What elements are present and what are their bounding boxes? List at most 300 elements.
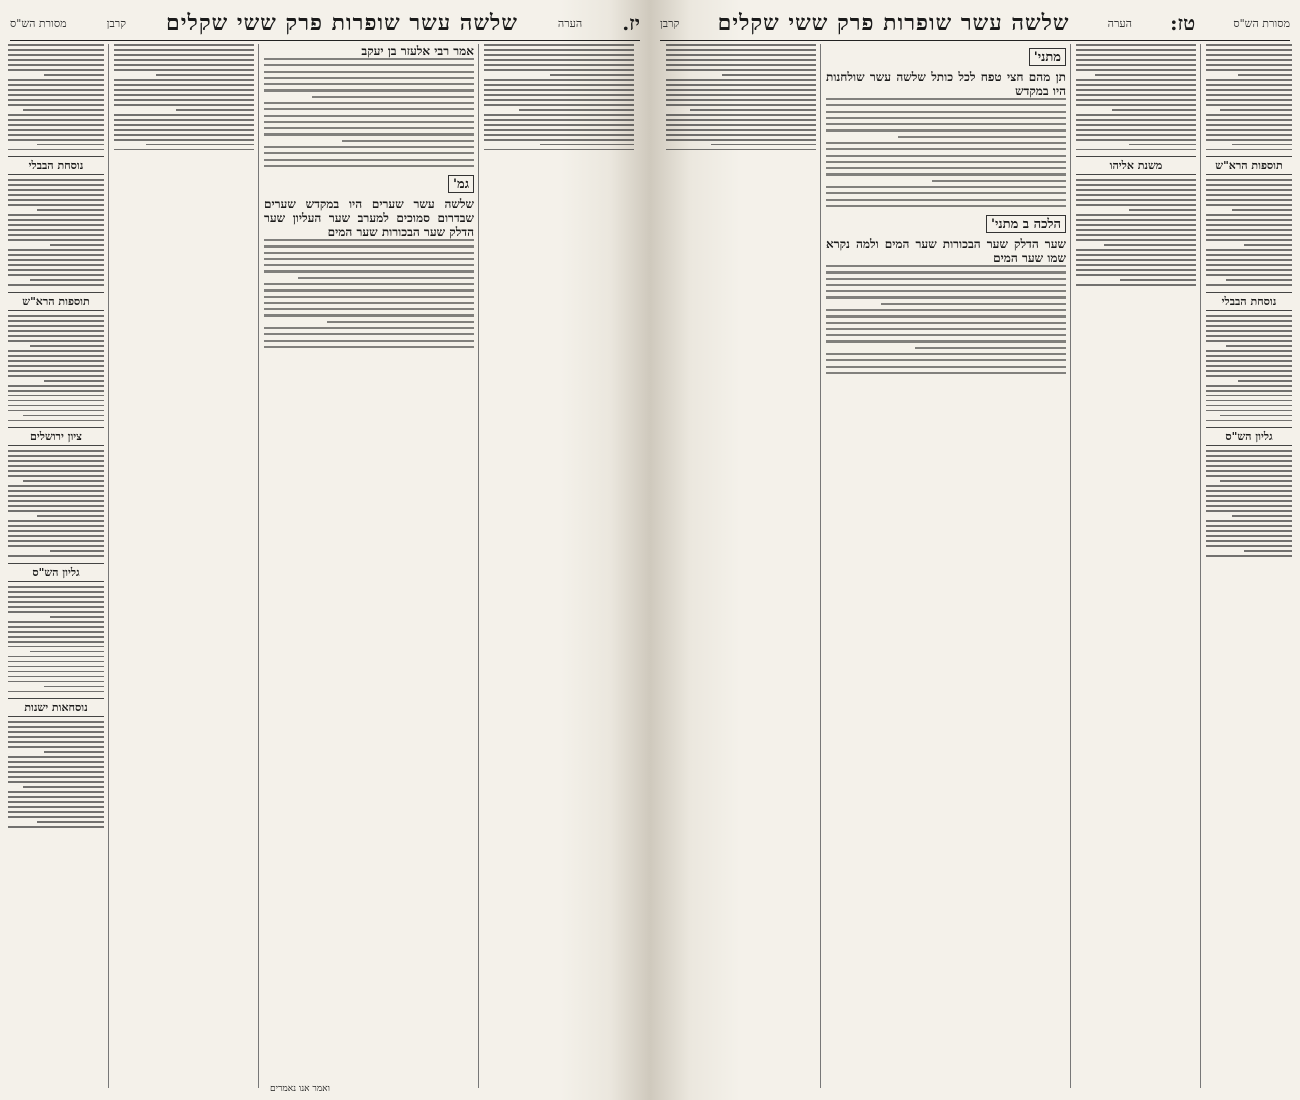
text-line [826, 142, 1066, 144]
text-line [8, 596, 104, 598]
text-line [8, 234, 104, 236]
text-line [826, 328, 1066, 330]
text-line [8, 370, 104, 372]
text-line [484, 59, 634, 61]
text-line [37, 821, 104, 823]
text-line [8, 410, 104, 412]
text-line [666, 119, 816, 121]
text-line [8, 315, 104, 317]
text-line [8, 721, 104, 723]
text-line [1206, 259, 1292, 261]
text-line [8, 254, 104, 256]
text-line [1206, 465, 1292, 467]
text-line [8, 545, 104, 547]
text-line [826, 111, 1066, 113]
r-margin-lines-b [1206, 179, 1292, 285]
right-commentary-column [1076, 44, 1196, 1088]
text-line [114, 84, 254, 86]
text-line [1076, 44, 1196, 46]
r-margin-lines-a [1206, 44, 1292, 150]
text-line [8, 264, 104, 266]
text-line [8, 375, 104, 377]
text-line [8, 470, 104, 472]
text-line [666, 79, 816, 81]
text-line [8, 591, 104, 593]
text-line [666, 69, 816, 71]
right-side-heading-1: תוספות הרא"ש [1206, 156, 1292, 175]
text-line [264, 146, 474, 148]
text-line [264, 89, 474, 91]
text-line [484, 129, 634, 131]
r-main-lines-a [826, 98, 1066, 207]
text-line [881, 303, 1066, 305]
text-line [1076, 59, 1196, 61]
text-line [1076, 264, 1196, 266]
text-line [1232, 515, 1292, 517]
text-line [37, 144, 104, 146]
text-line [1104, 244, 1196, 246]
text-line [826, 340, 1066, 342]
text-line [826, 353, 1066, 355]
text-line [8, 350, 104, 352]
text-line [826, 290, 1066, 292]
text-line [114, 69, 254, 71]
text-line [826, 98, 1066, 100]
text-line [1206, 219, 1292, 221]
text-line [8, 129, 104, 131]
text-line [264, 165, 474, 167]
text-line [1206, 229, 1292, 231]
text-line [114, 44, 254, 46]
text-line [23, 480, 104, 482]
text-line [1206, 340, 1292, 342]
text-line [826, 322, 1066, 324]
right-main-closing: שער הדלק שער הבכורות שער המים ולמה נקרא שמו שער המים [826, 237, 1066, 266]
left-header-label-korban: קרבן [106, 16, 127, 30]
text-line [8, 395, 104, 397]
right-main-text-column [826, 44, 1066, 1088]
text-line [8, 355, 104, 357]
text-line [1226, 279, 1292, 281]
text-line [114, 79, 254, 81]
text-line [114, 94, 254, 96]
text-line [8, 204, 104, 206]
text-line [8, 766, 104, 768]
text-line [8, 826, 104, 828]
text-line [1206, 149, 1292, 151]
text-line [8, 194, 104, 196]
text-line [8, 249, 104, 251]
text-line [1076, 219, 1196, 221]
text-line [1129, 144, 1196, 146]
text-line [8, 811, 104, 813]
text-line [8, 555, 104, 557]
left-margin-column [8, 44, 104, 1088]
text-line [8, 84, 104, 86]
text-line [666, 104, 816, 106]
text-line [1076, 214, 1196, 216]
text-line [114, 59, 254, 61]
left-gemara-mark: גמ' [448, 175, 474, 193]
text-line [1206, 520, 1292, 522]
text-line [37, 209, 104, 211]
text-line [8, 771, 104, 773]
left-divider-1 [108, 44, 109, 1088]
text-line [342, 140, 474, 142]
text-line [1206, 94, 1292, 96]
text-line [826, 104, 1066, 106]
text-line [264, 252, 474, 254]
text-line [114, 99, 254, 101]
commentary-lines [114, 44, 254, 150]
text-line [264, 121, 474, 123]
text-line [826, 296, 1066, 298]
text-line [8, 626, 104, 628]
right-inner-commentary-column [666, 44, 816, 1088]
margin-lines-c [8, 315, 104, 421]
text-line [1076, 139, 1196, 141]
text-line [711, 144, 816, 146]
left-header-label-hearah: הערה [557, 16, 583, 30]
left-outer-label: מסורת הש"ס [10, 16, 67, 30]
right-side-heading-2: נוסחת הבבלי [1206, 292, 1292, 311]
text-line [8, 505, 104, 507]
text-line [1206, 264, 1292, 266]
r-main-lines-b [826, 265, 1066, 374]
text-line [23, 786, 104, 788]
text-line [1076, 134, 1196, 136]
text-line [1206, 510, 1292, 512]
text-line [1226, 345, 1292, 347]
text-line [1076, 129, 1196, 131]
text-line [826, 271, 1066, 273]
text-line [1206, 360, 1292, 362]
text-line [8, 611, 104, 613]
text-line [1206, 490, 1292, 492]
text-line [1206, 495, 1292, 497]
text-line [264, 308, 474, 310]
text-line [8, 465, 104, 467]
right-page [650, 0, 1300, 1100]
text-line [8, 731, 104, 733]
text-line [1206, 330, 1292, 332]
text-line [484, 44, 634, 46]
text-line [8, 54, 104, 56]
text-line [8, 726, 104, 728]
text-line [484, 79, 634, 81]
text-line [114, 119, 254, 121]
text-line [1206, 315, 1292, 317]
left-main-opening: אמר רבי אלעזר בן יעקב [361, 44, 474, 58]
text-line [484, 149, 634, 151]
text-line [1206, 99, 1292, 101]
margin-lines-a [8, 44, 104, 150]
right-header-label-hearah: הערה [1107, 16, 1132, 30]
text-line [826, 192, 1066, 194]
text-line [264, 83, 474, 85]
text-line [264, 64, 474, 66]
text-line [8, 796, 104, 798]
text-line [8, 214, 104, 216]
text-line [8, 490, 104, 492]
text-line [484, 134, 634, 136]
text-line [8, 756, 104, 758]
text-line [826, 173, 1066, 175]
text-line [114, 114, 254, 116]
text-line [264, 108, 474, 110]
text-line [484, 84, 634, 86]
left-page-title: שלשה עשר שופרות פרק ששי שקלים [166, 10, 518, 36]
text-line [722, 74, 817, 76]
text-line [44, 686, 104, 688]
left-page-header [10, 6, 640, 41]
text-line [8, 736, 104, 738]
right-divider-1 [820, 44, 821, 1088]
text-line [8, 781, 104, 783]
text-line [264, 239, 474, 241]
text-line [264, 346, 474, 348]
text-line [1206, 84, 1292, 86]
left-divider-3 [478, 44, 479, 1088]
text-line [1076, 114, 1196, 116]
r-margin-lines-d [1206, 450, 1292, 556]
text-line [1238, 74, 1292, 76]
text-line [1076, 184, 1196, 186]
text-line [826, 372, 1066, 374]
text-line [484, 49, 634, 51]
text-line [1206, 390, 1292, 392]
text-line [37, 515, 104, 517]
right-margin-column [1206, 44, 1292, 1088]
text-line [8, 49, 104, 51]
text-line [8, 44, 104, 46]
text-line [8, 525, 104, 527]
text-line [8, 661, 104, 663]
text-line [1206, 184, 1292, 186]
text-line [1129, 209, 1196, 211]
text-line [484, 89, 634, 91]
text-line [1076, 269, 1196, 271]
text-line [1076, 204, 1196, 206]
text-line [264, 296, 474, 298]
text-line [8, 335, 104, 337]
text-line [1076, 224, 1196, 226]
text-line [8, 139, 104, 141]
text-line [8, 666, 104, 668]
text-line [8, 114, 104, 116]
text-line [264, 115, 474, 117]
r-margin-lines-c [1206, 315, 1292, 421]
text-line [114, 149, 254, 151]
side-heading-1: נוסחת הבבלי [8, 156, 104, 175]
text-line [826, 117, 1066, 119]
text-line [8, 64, 104, 66]
text-line [932, 180, 1066, 182]
side-heading-4: גליון הש"ס [8, 563, 104, 582]
text-line [826, 309, 1066, 311]
text-line [8, 284, 104, 286]
text-line [50, 550, 104, 552]
text-line [484, 119, 634, 121]
text-line [1076, 94, 1196, 96]
text-line [1206, 249, 1292, 251]
text-line [1206, 375, 1292, 377]
text-line [484, 64, 634, 66]
margin-lines-f [8, 721, 104, 827]
text-line [826, 334, 1066, 336]
text-line [1206, 450, 1292, 452]
left-commentary-column [114, 44, 254, 1088]
text-line [1206, 395, 1292, 397]
text-line [44, 380, 104, 382]
text-line [8, 104, 104, 106]
text-line [8, 365, 104, 367]
text-line [690, 109, 816, 111]
side-heading-5: נוסחאות ישנות [8, 698, 104, 717]
text-line [8, 606, 104, 608]
text-line [8, 179, 104, 181]
text-line [264, 102, 474, 104]
text-line [1206, 405, 1292, 407]
text-line [8, 656, 104, 658]
text-line [666, 49, 816, 51]
text-line [8, 776, 104, 778]
text-line [826, 199, 1066, 201]
text-line [8, 149, 104, 151]
text-line [1206, 89, 1292, 91]
text-line [666, 89, 816, 91]
text-line [484, 124, 634, 126]
text-line [8, 94, 104, 96]
text-line [8, 450, 104, 452]
text-line [1206, 460, 1292, 462]
text-line [1206, 420, 1292, 422]
text-line [8, 189, 104, 191]
text-line [826, 366, 1066, 368]
text-line [8, 631, 104, 633]
text-line [327, 321, 474, 323]
text-line [8, 420, 104, 422]
text-line [1076, 234, 1196, 236]
text-line [8, 400, 104, 402]
text-line [666, 84, 816, 86]
text-line [8, 99, 104, 101]
text-line [8, 691, 104, 693]
left-inner-commentary-column [484, 44, 634, 1088]
text-line [264, 333, 474, 335]
text-line [826, 186, 1066, 188]
text-line [8, 500, 104, 502]
text-line [826, 155, 1066, 157]
text-line [1206, 119, 1292, 121]
text-line [1076, 194, 1196, 196]
text-line [826, 161, 1066, 163]
r-inner-lines [666, 44, 816, 150]
text-line [1076, 84, 1196, 86]
text-line [264, 77, 474, 79]
text-line [1076, 254, 1196, 256]
text-line [8, 540, 104, 542]
text-line [1206, 59, 1292, 61]
text-line [1076, 124, 1196, 126]
text-line [1206, 530, 1292, 532]
text-line [8, 134, 104, 136]
text-line [156, 74, 254, 76]
text-line [298, 277, 474, 279]
text-line [114, 89, 254, 91]
text-line [1244, 550, 1292, 552]
text-line [826, 359, 1066, 361]
text-line [1206, 284, 1292, 286]
text-line [8, 676, 104, 678]
right-main-sample: תן מהם חצי טפח לכל כותל שלשה עשר שולחנות היו במקדש [826, 70, 1066, 98]
text-line [8, 586, 104, 588]
text-line [1076, 64, 1196, 66]
text-line [264, 258, 474, 260]
text-line [1206, 194, 1292, 196]
text-line [30, 345, 104, 347]
inner-lines [484, 44, 634, 150]
text-line [8, 390, 104, 392]
text-line [8, 455, 104, 457]
text-line [114, 49, 254, 51]
text-line [1206, 485, 1292, 487]
text-line [1206, 104, 1292, 106]
text-line [8, 636, 104, 638]
text-line [1206, 370, 1292, 372]
text-line [826, 278, 1066, 280]
text-line [8, 330, 104, 332]
text-line [264, 264, 474, 266]
text-line [264, 245, 474, 247]
right-header-label-korban: קרבן [660, 16, 680, 30]
text-line [484, 54, 634, 56]
text-line [8, 801, 104, 803]
text-line [8, 69, 104, 71]
text-line [1206, 400, 1292, 402]
text-line [264, 270, 474, 272]
text-line [8, 530, 104, 532]
text-line [114, 64, 254, 66]
text-line [8, 806, 104, 808]
text-line [1206, 49, 1292, 51]
text-line [8, 495, 104, 497]
text-line [264, 71, 474, 73]
text-line [484, 69, 634, 71]
text-line [312, 96, 474, 98]
text-line [8, 475, 104, 477]
text-line [1206, 455, 1292, 457]
text-line [826, 123, 1066, 125]
text-line [1206, 199, 1292, 201]
text-line [8, 199, 104, 201]
text-line [1220, 415, 1292, 417]
text-line [1206, 325, 1292, 327]
text-line [8, 259, 104, 261]
text-line [1206, 214, 1292, 216]
text-line [666, 64, 816, 66]
text-line [1076, 189, 1196, 191]
text-line [8, 89, 104, 91]
text-line [264, 152, 474, 154]
right-halacha-mark: הלכה ב מתני' [986, 215, 1066, 233]
text-line [1076, 274, 1196, 276]
text-line [114, 139, 254, 141]
text-line [1206, 224, 1292, 226]
text-line [1206, 44, 1292, 46]
text-line [8, 325, 104, 327]
text-line [8, 269, 104, 271]
